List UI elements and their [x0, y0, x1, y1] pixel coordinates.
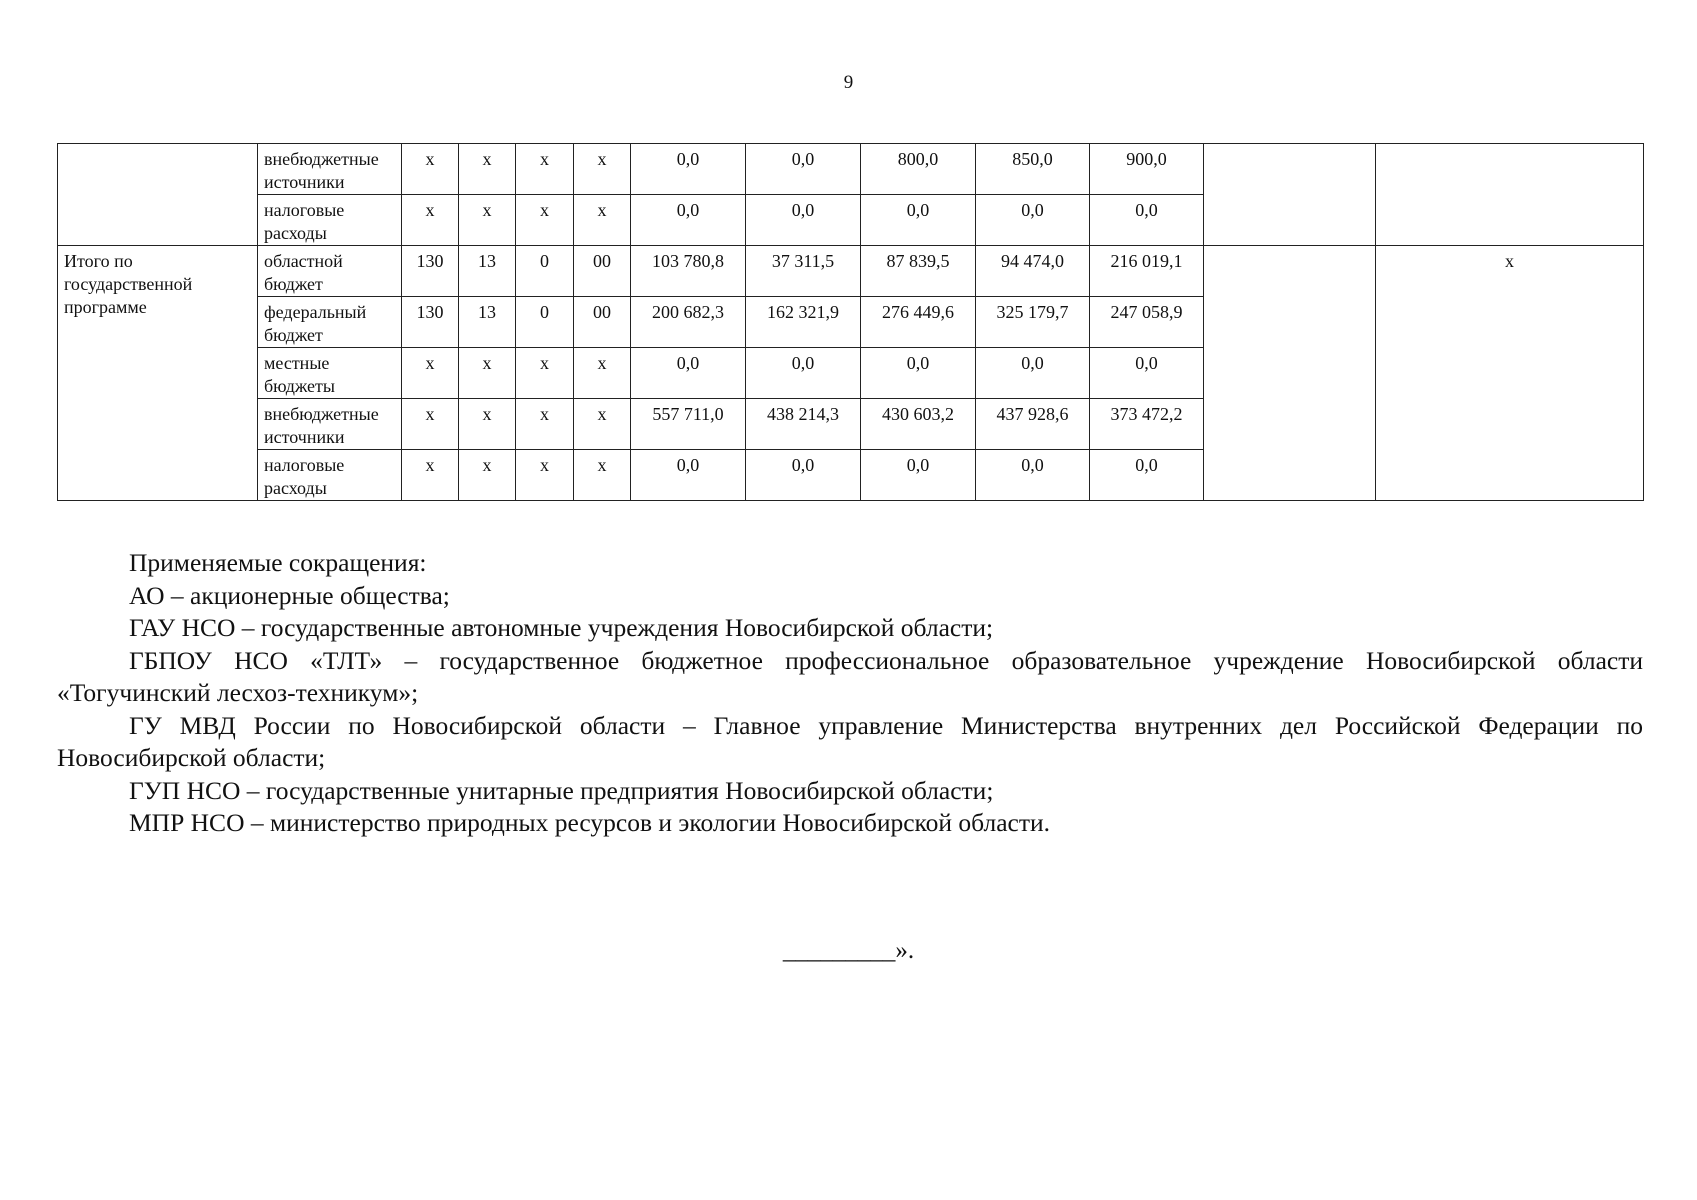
value-cell: 0,0 [976, 348, 1090, 399]
value-cell: 430 603,2 [861, 399, 976, 450]
value-cell: 0,0 [976, 450, 1090, 501]
value-cell: 438 214,3 [746, 399, 861, 450]
value-cell: 0,0 [631, 144, 746, 195]
source-cell: областной бюджет [258, 246, 402, 297]
abbreviation-item: ГУП НСО – государственные унитарные предприятия Новосибирской области; [129, 775, 994, 805]
value-cell: 0,0 [1090, 348, 1204, 399]
total-mark-cell: х [1376, 246, 1644, 501]
code-cell: 0 [516, 297, 574, 348]
code-cell: 130 [402, 246, 459, 297]
empty-cell [1204, 144, 1376, 246]
abbreviation-item: АО – акционерные общества; [129, 580, 450, 610]
code-cell: х [459, 399, 516, 450]
source-cell: внебюджетные источники [258, 399, 402, 450]
value-cell: 0,0 [746, 144, 861, 195]
code-cell: 00 [574, 297, 631, 348]
code-cell: 0 [516, 246, 574, 297]
value-cell: 0,0 [1090, 195, 1204, 246]
abbreviations-section [57, 547, 1643, 840]
code-cell: х [574, 399, 631, 450]
code-cell: 130 [402, 297, 459, 348]
value-cell: 87 839,5 [861, 246, 976, 297]
code-cell: х [516, 399, 574, 450]
code-cell: х [402, 348, 459, 399]
code-cell: 00 [574, 246, 631, 297]
budget-table [57, 143, 1644, 501]
code-cell: х [459, 348, 516, 399]
page-number: 9 [843, 72, 854, 93]
value-cell: 37 311,5 [746, 246, 861, 297]
value-cell: 247 058,9 [1090, 297, 1204, 348]
value-cell: 437 928,6 [976, 399, 1090, 450]
abbreviation-item: ГАУ НСО – государственные автономные учреждения Новосибирской области; [129, 613, 994, 642]
value-cell: 0,0 [631, 195, 746, 246]
value-cell: 0,0 [861, 450, 976, 501]
total-label-cell: Итого по государственной программе [58, 246, 258, 501]
source-cell: внебюджетные источники [258, 144, 402, 195]
code-cell: х [516, 450, 574, 501]
closing-mark: _________». [782, 937, 915, 964]
empty-label-cell [58, 144, 258, 246]
code-cell: х [459, 450, 516, 501]
table-row [58, 144, 1644, 195]
code-cell: х [574, 450, 631, 501]
value-cell: 103 780,8 [631, 246, 746, 297]
source-cell: налоговые расходы [258, 195, 402, 246]
source-cell: местные бюджеты [258, 348, 402, 399]
value-cell: 0,0 [861, 348, 976, 399]
empty-cell [1204, 246, 1376, 501]
value-cell: 850,0 [976, 144, 1090, 195]
code-cell: х [516, 348, 574, 399]
abbreviation-item: МПР НСО – министерство природных ресурсов и экологии Новосибирской области. [129, 808, 1051, 837]
value-cell: 162 321,9 [746, 297, 861, 348]
value-cell: 200 682,3 [631, 297, 746, 348]
code-cell: х [402, 144, 459, 195]
code-cell: х [574, 348, 631, 399]
value-cell: 0,0 [746, 195, 861, 246]
value-cell: 0,0 [1090, 450, 1204, 501]
code-cell: 13 [459, 246, 516, 297]
value-cell: 373 472,2 [1090, 399, 1204, 450]
source-cell: федеральный бюджет [258, 297, 402, 348]
value-cell: 900,0 [1090, 144, 1204, 195]
code-cell: х [459, 195, 516, 246]
value-cell: 557 711,0 [631, 399, 746, 450]
code-cell: х [459, 144, 516, 195]
value-cell: 0,0 [746, 450, 861, 501]
value-cell: 800,0 [861, 144, 976, 195]
value-cell: 0,0 [631, 450, 746, 501]
code-cell: х [516, 144, 574, 195]
value-cell: 94 474,0 [976, 246, 1090, 297]
abbreviation-item: ГУ МВД России по Новосибирской области – Главное управление Министерства внутренних дел Российской Федерации по Новосибирской области; [57, 710, 1643, 772]
abbreviations-heading: Применяемые сокращения: [129, 548, 427, 577]
code-cell: х [516, 195, 574, 246]
value-cell: 0,0 [861, 195, 976, 246]
value-cell: 0,0 [746, 348, 861, 399]
value-cell: 0,0 [631, 348, 746, 399]
code-cell: х [402, 450, 459, 501]
code-cell: х [574, 195, 631, 246]
value-cell: 216 019,1 [1090, 246, 1204, 297]
code-cell: х [402, 195, 459, 246]
code-cell: 13 [459, 297, 516, 348]
value-cell: 0,0 [976, 195, 1090, 246]
code-cell: х [402, 399, 459, 450]
source-cell: налоговые расходы [258, 450, 402, 501]
code-cell: х [574, 144, 631, 195]
empty-cell [1376, 144, 1644, 246]
abbreviation-item: ГБПОУ НСО «ТЛТ» – государственное бюджетное профессиональное образовательное учреждение Новосибирской области «Тогучинский лесхоз-техникум»; [57, 645, 1643, 707]
table-row [58, 246, 1644, 297]
value-cell: 325 179,7 [976, 297, 1090, 348]
value-cell: 276 449,6 [861, 297, 976, 348]
